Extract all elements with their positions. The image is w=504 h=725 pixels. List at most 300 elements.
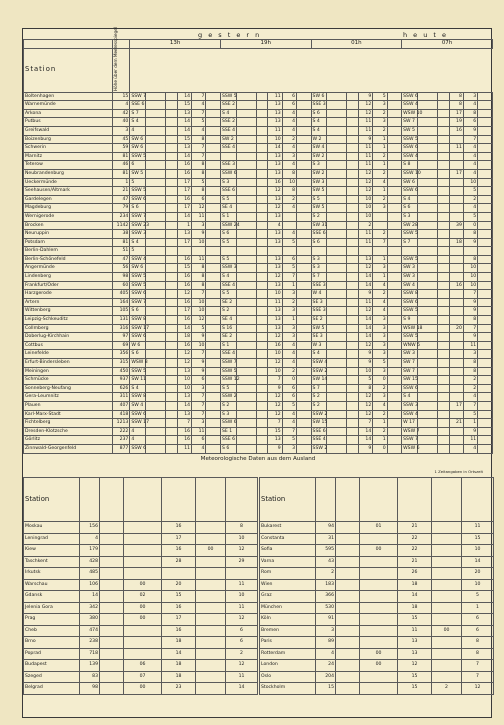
cell-wind: SSE 4 <box>311 436 327 445</box>
station-height: 31 <box>316 533 336 545</box>
cell-blank <box>387 101 401 110</box>
cell-blank <box>206 290 220 299</box>
cell-blank <box>347 238 358 247</box>
station-height: 21 <box>113 187 130 196</box>
cell-temp: 9 <box>358 444 372 453</box>
cell-temp: 15 <box>177 135 191 144</box>
cell-value <box>336 637 360 649</box>
cell-wind: 4 <box>130 427 146 436</box>
cell-blank <box>297 152 311 161</box>
cell-blank <box>478 359 493 368</box>
cell-temp: 12 <box>268 410 282 419</box>
cell-blank <box>146 169 166 178</box>
cell-wind: S 2 <box>311 212 327 221</box>
cell-wind <box>220 152 236 161</box>
cell-wind <box>402 247 418 256</box>
cell-temp: 12 <box>358 101 372 110</box>
cell-dewpoint: 3 <box>192 221 206 230</box>
cell-dewpoint: 2 <box>373 290 387 299</box>
station-name: Varna <box>260 556 316 568</box>
cell-temp: 12 <box>358 410 372 419</box>
table-row <box>24 579 258 591</box>
table-row <box>24 118 493 127</box>
cell-dewpoint: 7 <box>192 350 206 359</box>
cell-dewpoint: 1 <box>373 161 387 170</box>
cell-value <box>196 568 226 580</box>
cell-blank <box>206 195 220 204</box>
cell-value: 12 <box>462 683 494 695</box>
station-height: 97 <box>113 333 130 342</box>
station-height: 238 <box>80 637 100 649</box>
cell-wind: S 9 <box>402 316 418 325</box>
cell-blank <box>387 169 401 178</box>
cell-wind: SW 5 <box>311 187 327 196</box>
cell-value <box>124 556 162 568</box>
cell-blank <box>327 126 347 135</box>
cell-blank <box>327 221 347 230</box>
cell-wind: SSW 23 <box>130 221 146 230</box>
cell-dewpoint: 5 <box>463 212 477 221</box>
cell-value <box>100 648 124 660</box>
cell-blank <box>387 298 401 307</box>
cell-value: 01 <box>360 522 398 534</box>
table-row <box>24 152 493 161</box>
cell-blank <box>146 367 166 376</box>
cell-wind: S 6 <box>130 307 146 316</box>
cell-value <box>226 568 258 580</box>
cell-value: 00 <box>124 602 162 614</box>
cell-blank <box>206 161 220 170</box>
cell-wind: SW 3 <box>402 350 418 359</box>
cell-value: 16 <box>162 602 196 614</box>
cell-blank <box>438 109 449 118</box>
cell-blank <box>236 126 256 135</box>
table-row <box>24 444 493 453</box>
cell-blank <box>146 152 166 161</box>
cell-wind: SSW 5 <box>130 367 146 376</box>
cell-wind: SW 2 <box>311 169 327 178</box>
cell-blank <box>256 92 267 101</box>
cell-blank <box>387 393 401 402</box>
cell-value <box>100 625 124 637</box>
cell-blank <box>347 307 358 316</box>
table-row <box>24 281 493 290</box>
cell-wind: SE 4 <box>220 316 236 325</box>
cell-blank <box>256 376 267 385</box>
cell-dewpoint: 5 <box>282 401 296 410</box>
cell-dewpoint: 9 <box>192 230 206 239</box>
cell-blank <box>478 247 493 256</box>
cell-dewpoint: 7 <box>373 238 387 247</box>
cell-blank <box>417 152 437 161</box>
cell-dewpoint: 12 <box>192 204 206 213</box>
station-height: 4 <box>113 101 130 110</box>
cell-blank <box>297 290 311 299</box>
cell-wind: SSW 4 <box>402 410 418 419</box>
cell-wind: S 4 <box>130 238 146 247</box>
cell-blank <box>166 195 177 204</box>
cell-blank <box>387 152 401 161</box>
cell-wind: SSE 2 <box>220 101 236 110</box>
cell-blank <box>417 221 437 230</box>
cell-dewpoint: 7 <box>192 109 206 118</box>
cell-blank <box>146 135 166 144</box>
station-height: 3 <box>113 126 130 135</box>
cell-dewpoint: 3 <box>373 324 387 333</box>
cell-temp <box>449 341 463 350</box>
station-name: Leinefelde <box>24 350 113 359</box>
cell-wind: S 5 <box>220 195 236 204</box>
cell-dewpoint: 7 <box>192 144 206 153</box>
station-height: 315 <box>113 359 130 368</box>
cell-wind: SW 6 <box>130 144 146 153</box>
cell-blank <box>256 178 267 187</box>
station-name: Belgrad <box>24 683 80 695</box>
weather-sheet <box>22 28 492 718</box>
cell-blank <box>236 436 256 445</box>
cell-blank <box>166 341 177 350</box>
cell-wind: SSW 5 <box>402 255 418 264</box>
station-name: Sonneberg-Neufang <box>24 384 113 393</box>
cell-wind: SSE 6 <box>130 101 146 110</box>
station-height: 237 <box>113 436 130 445</box>
cell-blank <box>256 290 267 299</box>
cell-blank <box>206 135 220 144</box>
cell-blank <box>206 264 220 273</box>
station-height: 418 <box>113 410 130 419</box>
table-row <box>24 324 493 333</box>
cell-blank <box>347 324 358 333</box>
cell-dewpoint: 3 <box>282 444 296 453</box>
cell-blank <box>387 109 401 118</box>
cell-blank <box>236 204 256 213</box>
cell-blank <box>256 410 267 419</box>
cell-blank <box>478 290 493 299</box>
station-height: 45 <box>113 135 130 144</box>
cell-value <box>100 671 124 683</box>
cell-blank <box>478 393 493 402</box>
cell-temp <box>449 187 463 196</box>
cell-wind: WSW 7 <box>402 427 418 436</box>
station-height: 595 <box>316 545 336 557</box>
cell-temp: 16 <box>177 281 191 290</box>
cell-blank <box>417 333 437 342</box>
cell-blank <box>146 126 166 135</box>
cell-value <box>336 568 360 580</box>
cell-value: 00 <box>124 579 162 591</box>
cell-dewpoint: 10 <box>192 341 206 350</box>
cell-temp <box>449 410 463 419</box>
cell-blank <box>417 101 437 110</box>
cell-wind: SE 2 <box>220 298 236 307</box>
cell-blank <box>297 144 311 153</box>
cell-dewpoint: 6 <box>192 436 206 445</box>
cell-blank <box>166 436 177 445</box>
cell-temp: 11 <box>268 126 282 135</box>
cell-temp: 17 <box>449 169 463 178</box>
cell-temp: 8 <box>449 101 463 110</box>
cell-blank <box>146 384 166 393</box>
cell-blank <box>206 273 220 282</box>
cell-wind: S 8 <box>402 161 418 170</box>
cell-blank <box>256 298 267 307</box>
cell-wind: WSW 18 <box>402 324 418 333</box>
cell-temp <box>449 290 463 299</box>
cell-temp <box>449 350 463 359</box>
cell-blank <box>387 187 401 196</box>
cell-blank <box>327 376 347 385</box>
cell-dewpoint: 4 <box>282 419 296 428</box>
cell-dewpoint: 7 <box>463 401 477 410</box>
station-name: Szeged <box>24 671 80 683</box>
cell-temp <box>449 367 463 376</box>
cell-blank <box>206 324 220 333</box>
cell-dewpoint: 5 <box>373 92 387 101</box>
cell-blank <box>256 135 267 144</box>
cell-temp: 17 <box>177 238 191 247</box>
table-row <box>24 591 258 603</box>
cell-blank <box>347 195 358 204</box>
cell-blank <box>327 367 347 376</box>
cell-dewpoint: 3 <box>463 350 477 359</box>
cell-temp: 10 <box>358 367 372 376</box>
cell-blank <box>297 161 311 170</box>
table-row <box>24 92 493 101</box>
cell-dewpoint: 3 <box>192 419 206 428</box>
cell-blank <box>166 393 177 402</box>
cell-blank <box>327 341 347 350</box>
cell-value: 13 <box>398 637 432 649</box>
cell-blank <box>478 187 493 196</box>
cell-blank <box>327 247 347 256</box>
cell-blank <box>146 264 166 273</box>
cell-blank <box>417 307 437 316</box>
cell-blank <box>236 307 256 316</box>
table-row <box>24 135 493 144</box>
station-height: 105 <box>113 307 130 316</box>
cell-wind: SSW 7 <box>402 436 418 445</box>
cell-value <box>432 556 462 568</box>
cell-blank <box>297 333 311 342</box>
cell-dewpoint: 2 <box>463 195 477 204</box>
cell-temp: 12 <box>268 333 282 342</box>
cell-dewpoint: 10 <box>463 273 477 282</box>
station-height: 60 <box>113 281 130 290</box>
cell-wind: S 4 <box>130 118 146 127</box>
cell-dewpoint: 11 <box>463 436 477 445</box>
cell-wind: S 6 <box>311 238 327 247</box>
cell-dewpoint <box>192 247 206 256</box>
cell-blank <box>166 316 177 325</box>
table-row <box>24 273 493 282</box>
cell-temp: 9 <box>358 290 372 299</box>
cell-dewpoint: 2 <box>373 230 387 239</box>
cell-temp: 10 <box>358 195 372 204</box>
cell-temp: 16 <box>268 341 282 350</box>
cell-blank <box>166 144 177 153</box>
cell-temp: 12 <box>358 109 372 118</box>
cell-value: 17 <box>162 614 196 626</box>
cell-temp: 14 <box>358 281 372 290</box>
cell-dewpoint: 4 <box>282 126 296 135</box>
cell-blank <box>387 221 401 230</box>
cell-blank <box>166 230 177 239</box>
cell-blank <box>347 169 358 178</box>
cell-blank <box>256 264 267 273</box>
cell-wind: W 3 <box>311 341 327 350</box>
cell-blank <box>347 410 358 419</box>
cell-temp: 13 <box>268 255 282 264</box>
cell-blank <box>236 109 256 118</box>
cell-blank <box>327 298 347 307</box>
cell-value <box>360 602 398 614</box>
table-row <box>24 316 493 325</box>
station-height: 3 <box>316 625 336 637</box>
cell-dewpoint: 11 <box>192 427 206 436</box>
cell-wind: S 16 <box>220 324 236 333</box>
cell-dewpoint: 4 <box>463 144 477 153</box>
cell-temp: 13 <box>268 264 282 273</box>
cell-dewpoint: 8 <box>463 230 477 239</box>
cell-dewpoint: 8 <box>463 109 477 118</box>
cell-wind: SSW 2 <box>311 367 327 376</box>
cell-value <box>196 533 226 545</box>
cell-blank <box>236 298 256 307</box>
cell-blank <box>166 178 177 187</box>
cell-temp: 11 <box>449 144 463 153</box>
cell-blank <box>236 419 256 428</box>
cell-temp: 13 <box>268 169 282 178</box>
station-height: 626 <box>113 384 130 393</box>
station-name: Oslo <box>260 671 316 683</box>
cell-temp: 10 <box>177 376 191 385</box>
station-name: Bremen <box>260 625 316 637</box>
cell-blank <box>297 92 311 101</box>
cell-wind: SSW 5 <box>130 273 146 282</box>
cell-blank <box>297 255 311 264</box>
cell-wind: SW 7 <box>402 118 418 127</box>
cell-blank <box>478 376 493 385</box>
cell-blank <box>347 316 358 325</box>
cell-temp: 13 <box>177 109 191 118</box>
station-height: 15 <box>113 92 130 101</box>
cell-temp: 10 <box>358 204 372 213</box>
cell-blank <box>417 161 437 170</box>
cell-blank <box>206 307 220 316</box>
cell-value: 02 <box>124 591 162 603</box>
station-name: Schwerin <box>24 144 113 153</box>
station-height: 47 <box>113 195 130 204</box>
cell-dewpoint: 11 <box>463 341 477 350</box>
table-row <box>260 660 494 672</box>
cell-blank <box>256 273 267 282</box>
cell-blank <box>206 169 220 178</box>
cell-blank <box>438 281 449 290</box>
cell-wind: S 3 <box>220 178 236 187</box>
abroad-table-right <box>259 477 494 695</box>
cell-blank <box>166 298 177 307</box>
cell-temp: 17 <box>177 307 191 316</box>
cell-wind: SSW 2 <box>220 393 236 402</box>
cell-wind: SSW 24 <box>220 221 236 230</box>
cell-dewpoint: 8 <box>463 316 477 325</box>
cell-dewpoint: 3 <box>282 333 296 342</box>
cell-wind: SW 2 <box>311 152 327 161</box>
cell-blank <box>146 401 166 410</box>
cell-dewpoint: 7 <box>282 273 296 282</box>
cell-value: 00 <box>124 614 162 626</box>
cell-blank <box>297 264 311 273</box>
cell-temp: 13 <box>268 161 282 170</box>
station-name: Bukarest <box>260 522 316 534</box>
cell-blank <box>347 436 358 445</box>
cell-blank <box>347 101 358 110</box>
cell-wind: 4 <box>130 436 146 445</box>
table-row <box>260 671 494 683</box>
cell-temp <box>449 212 463 221</box>
cell-temp <box>449 333 463 342</box>
cell-temp: 13 <box>177 367 191 376</box>
cell-blank <box>206 144 220 153</box>
hour-13: 13h <box>130 40 221 49</box>
cell-dewpoint: 3 <box>373 264 387 273</box>
cell-wind: SSE 6 <box>311 230 327 239</box>
table-row <box>24 221 493 230</box>
cell-wind: SSW 8 <box>130 393 146 402</box>
cell-value: 00 <box>124 683 162 695</box>
cell-value <box>100 522 124 534</box>
cell-wind: S 5 <box>220 290 236 299</box>
cell-blank <box>478 401 493 410</box>
station-name: Neuruppin <box>24 230 113 239</box>
cell-blank <box>478 212 493 221</box>
cell-dewpoint: 4 <box>282 161 296 170</box>
cell-blank <box>387 135 401 144</box>
cell-value: 00 <box>432 625 462 637</box>
cell-temp: 13 <box>268 118 282 127</box>
cell-blank <box>206 230 220 239</box>
cell-blank <box>166 118 177 127</box>
table-row <box>24 401 493 410</box>
cell-blank <box>297 307 311 316</box>
cell-blank <box>438 161 449 170</box>
cell-blank <box>417 281 437 290</box>
cell-wind: S 4 <box>220 109 236 118</box>
cell-temp: 14 <box>177 118 191 127</box>
cell-dewpoint: 3 <box>282 324 296 333</box>
station-height: 718 <box>80 648 100 660</box>
table-row <box>24 683 258 695</box>
cell-value: 15 <box>398 614 432 626</box>
cell-dewpoint: 5 <box>282 238 296 247</box>
cell-temp: 12 <box>268 401 282 410</box>
cell-blank <box>236 427 256 436</box>
station-height: 407 <box>113 401 130 410</box>
cell-dewpoint: 5 <box>192 118 206 127</box>
cell-blank <box>297 135 311 144</box>
station-name: Marnitz <box>24 152 113 161</box>
cell-dewpoint: 7 <box>192 290 206 299</box>
cell-value: 10 <box>462 579 494 591</box>
cell-blank <box>417 384 437 393</box>
station-name: Putbus <box>24 118 113 127</box>
cell-temp: 12 <box>268 393 282 402</box>
table-row <box>24 648 258 660</box>
station-height: 139 <box>80 660 100 672</box>
cell-wind: SSE 4 <box>220 281 236 290</box>
cell-value: 11 <box>226 602 258 614</box>
cell-dewpoint: 4 <box>282 350 296 359</box>
